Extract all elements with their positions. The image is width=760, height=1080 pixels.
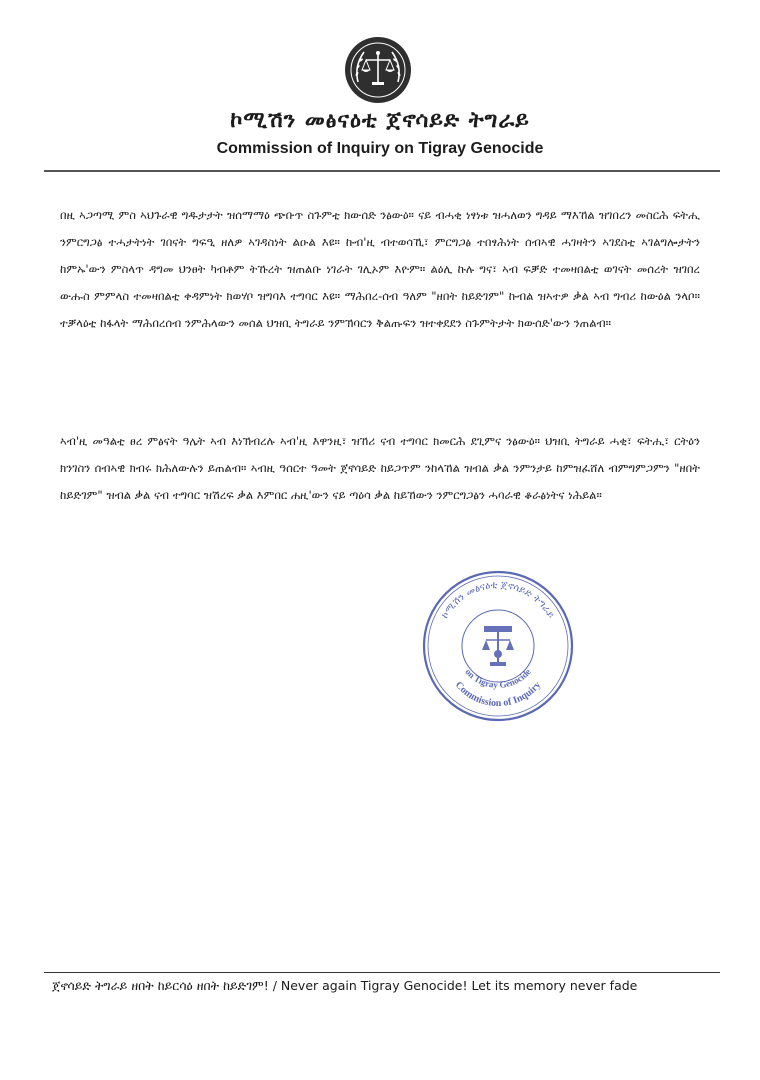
title-english: Commission of Inquiry on Tigray Genocide (216, 140, 544, 157)
official-stamp-icon (418, 566, 578, 726)
footer-slogan: ጀኖሳይድ ትግራይ ዘበት ከይርሳዕ ዘበት ከይድገም! / Never again Tigray Genocide! Let its memory never fade (52, 978, 638, 993)
title-tigrinya: ኮሚሽን መፅናዕቲ ጀኖሳይድ ትግራይ (230, 108, 530, 133)
body-paragraph-1: በዚ ኣጋጣሚ ምስ ኣህጉራዊ ግዱታታት ዝሰማማዕ ጭቡጥ ስጉምቲ ክውሰድ ንፅውዕ። ናይ ብሓቂ ነፃነቱ ዝሓለወን ግዳይ ማእኸል ዝገበረን መስርሕ ፍትሒ ንምርግጋፅ ተሓታትነት ገበናት ግፍዒ ዘለዎ ኣገዳስነት ልዑል እዩ። ኩብ'ዚ ብተወሳኺ፣ ምርግጋፅ ተበፃሕነት ሰብኣዊ ሓገዛትን ኣገደስቲ ኣገልግሎታትን ከምኡ'ውን ምስላጥ ዳግመ ህንፀት ካብቶም ትኹረት ዝጠልቡ ነገራት ገሊኦም እዮም። ልዕሊ ኩሉ ግና፣ ኣብ ፍቓድ ተመዛበልቲ ወገናት መሰረት ዝገበረ ውሑስ ምምላስ ተመዛበልቲ ቀዳምነት ክወሃቦ ዝግባእ ተግባር እዩ። ማሕበረ-ሰብ ዓለም "ዘበት ከይድገም" ኩብል ዝኣተዎ ቃል ኣብ ግብሪ ከውዕል ንላቦ። ተቓላዕቲ ከፋላት ማሕበረሰብ ንምሕላውን መሰል ህዝቢ ትግራይ ንምኽባርን ቅልጡፍን ዝተቀደደን ስጉምትታት ክውሰድ'ውን ንጠልብ። (60, 208, 700, 330)
header-divider (44, 170, 720, 172)
svg-text:Commission of Inquiry: Commission of Inquiry (452, 679, 544, 710)
body-paragraph-2: ኣብ'ዚ መዓልቲ ፀረ ምፅናት ዓሌት ኣብ እነኽብረሉ ኣብ'ዚ እዋንዚ፣ ዝኸሪ ናብ ተግባር ክመርሕ ደጊምና ንፅውዕ። ህዝቢ ትግራይ ሓቂ፣ ፍትሒ፣ ርትዕን ክንገስን ሰብኣዊ ክብሩ ክሕለውሉን ይጠልብ። ኣብዚ ዓሰርተ ዓመት ጀኖሳይድ ከይጋጥም ንከላኸል ዝብል ቃል ንምንታይ ከምዝፈሸለ ብምግምጋምን "ዘበት ከይድገም" ዝብል ቃል ናብ ተግባር ዝሽረፍ ቃል እምበር ሐዚ'ውን ናይ ጣዕሳ ቃል ከይኸውን ንምርግጋፅን ሓባራዊ ቆራፅነትና ነሕይል። (60, 434, 700, 502)
footer-divider (44, 972, 720, 973)
commission-seal-logo-icon (344, 36, 412, 104)
svg-text:on Tigray Genocide: on Tigray Genocide (463, 666, 533, 690)
svg-text:ኮሚሽን መፅናዕቲ ጀኖሳይድ ትግራይ: ኮሚሽን መፅናዕቲ ጀኖሳይድ ትግራይ (439, 579, 557, 621)
